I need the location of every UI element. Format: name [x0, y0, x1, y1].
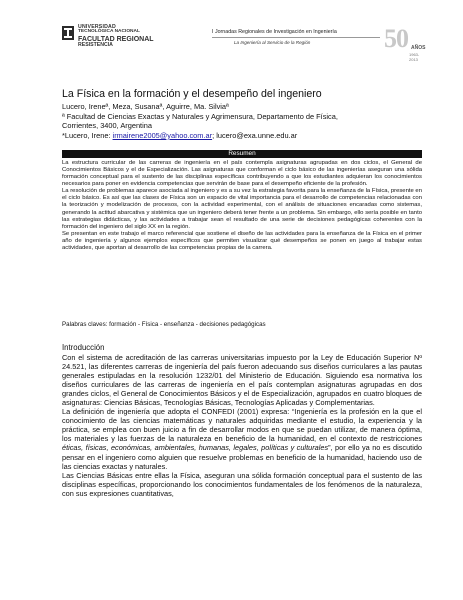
paper-affiliation — [62, 112, 422, 130]
intro-p2-part-b: ”, por ello ya no es discutido pensar en el ingeniero como alguien que resuelve problemas en beneficio de la humanidad, haciendo uso de las ciencias exactas y naturales. — [62, 443, 422, 471]
emails-separator: ; — [212, 131, 217, 140]
abstract-paragraph-1: La estructura curricular de las carreras de ingeniería en el país contempla asignaturas agrupadas en dos ciclos, el General de Conocimientos Básicos y el de Especialización. Las asignaturas que conforman el ciclo básico de las ingenierías aseguran una sólida formación conceptual para el sustento de las disciplinas específicas contribuyendo a que los estudiantes adquieran los conocimientos necesarios para poner en evidencia competencias que servirán de base para el desempeño eficiente de la profesión. — [62, 160, 422, 188]
affiliation-line1: ª Facultad de Ciencias Exactas y Naturales y Agrimensura, Departamento de Física, — [62, 112, 338, 121]
keywords: Palabras claves: formación - Física - enseñanza - decisiones pedagógicas — [62, 321, 266, 328]
introduction-body — [62, 353, 422, 498]
utn-logo-icon — [62, 26, 74, 40]
paper-authors: Lucero, Ireneª, Meza, Susanaª, Aguirre, Ma. Silviaª — [62, 102, 229, 111]
abstract-heading: Resumen — [62, 150, 422, 158]
intro-p2-part-a: La definición de ingeniería que adopta el CONFEDI (2001) expresa: “Ingeniería es la profesión en la que el conocimiento de las ciencias matemáticas y naturales adquiridas mediante el estudio, la experiencia y la práctica, se emplea con buen juicio a fin de desarrollar modos en que se puedan utilizar, de manera óptima, los materiales y las fuerzas de la naturaleza en beneficio de la humanidad, en el contexto de restricciones — [62, 407, 422, 444]
institution-line2: TECNOLÓGICA NACIONAL — [78, 29, 140, 35]
conference-title-block — [212, 29, 380, 38]
introduction-heading: Introducción — [62, 343, 105, 352]
conference-subtitle: La Ingeniería al Servicio de la Región — [234, 40, 311, 45]
paper-title: La Física en la formación y el desempeño del ingeniero — [62, 88, 322, 100]
institution-name — [78, 25, 198, 48]
intro-p2-emphasis: éticas, físicas, económicas, ambientales, humanas, legales, políticas y culturales — [62, 443, 329, 453]
intro-paragraph-2 — [62, 407, 422, 470]
abstract-paragraph-3: Se presentan en este trabajo el marco referencial que sostiene el diseño de las actividades para la enseñanza de la Física en el primer año de ingeniería y algunos ejemplos específicos que permiten visualizar qué desempeños se ponen en juego al trabajar estas actividades, que aportan al desarrollo de las competencias propias de la carrera. — [62, 230, 422, 251]
abstract-body — [62, 160, 422, 252]
anniversary-years: 1963-2013 — [409, 52, 420, 62]
email-link-1[interactable]: irmairene2005@yahoo.com.ar — [112, 131, 213, 140]
paper-emails — [62, 131, 297, 140]
emails-prefix: *Lucero, Irene: — [62, 131, 113, 140]
institution-line1: UNIVERSIDAD — [78, 24, 116, 30]
anniversary-logo — [384, 24, 428, 62]
page-header — [0, 0, 463, 70]
intro-paragraph-3: Las Ciencias Básicas entre ellas la Física, aseguran una sólida formación conceptual para el sustento de las disciplinas específicas, proporcionando los conocimientos fundamentales de los fenómenos de la naturaleza, con sus expresiones cuantitativas, — [62, 470, 422, 498]
conference-title: I Jornadas Regionales de Investigación en Ingeniería — [212, 29, 337, 35]
abstract-paragraph-2: La resolución de problemas aparece asociada al ingeniero y es a su vez la estrategia favorita para la enseñanza de la Física, presente en el ciclo básico. Es así que las clases de Física son un espacio de vital importancia para el desarrollo de competencias relacionadas con la teorización y modelización de procesos, con la actividad experimental, con el análisis de situaciones encaradas como sistemas, generando la actitud abarcativa y sistémica que un ingeniero deberá tener frente a un problema. Sin embargo, ello sería posible en tanto las estrategias didácticas, y las actividades a trabajar sean el resultado de una serie de decisiones pedagógicas coherentes con la formación del ingeniero del siglo XX en la región. — [62, 188, 422, 230]
institution-line3: FACULTAD REGIONAL — [78, 36, 154, 43]
intro-paragraph-1: Con el sistema de acreditación de las carreras universitarias impuesto por la Ley de Educación Superior Nº 24.521, las diferentes carreras de ingeniería del país fueron adecuando sus diseños curriculares a las pautas generales estipuladas en la resolución 1232/01 del Ministerio de Educación. Siguiendo esa normativa los diseños curriculares de las carreras de ingeniería en el país contemplan asignaturas agrupadas en dos grandes ciclos, el General de Conocimientos Básicos y el de Especialización, agrupados en cuatro bloques de asignaturas: Ciencias Básicas, Tecnologías Básicas, Tecnologías Aplicadas y Complementarias. — [62, 353, 422, 408]
institution-line4: RESISTENCIA — [78, 42, 113, 48]
email-2: lucero@exa.unne.edu.ar — [216, 131, 298, 140]
anniversary-label: AÑOS — [411, 45, 426, 51]
affiliation-line2: Corrientes, 3400, Argentina — [62, 121, 152, 130]
anniversary-number: 50 — [384, 24, 408, 53]
